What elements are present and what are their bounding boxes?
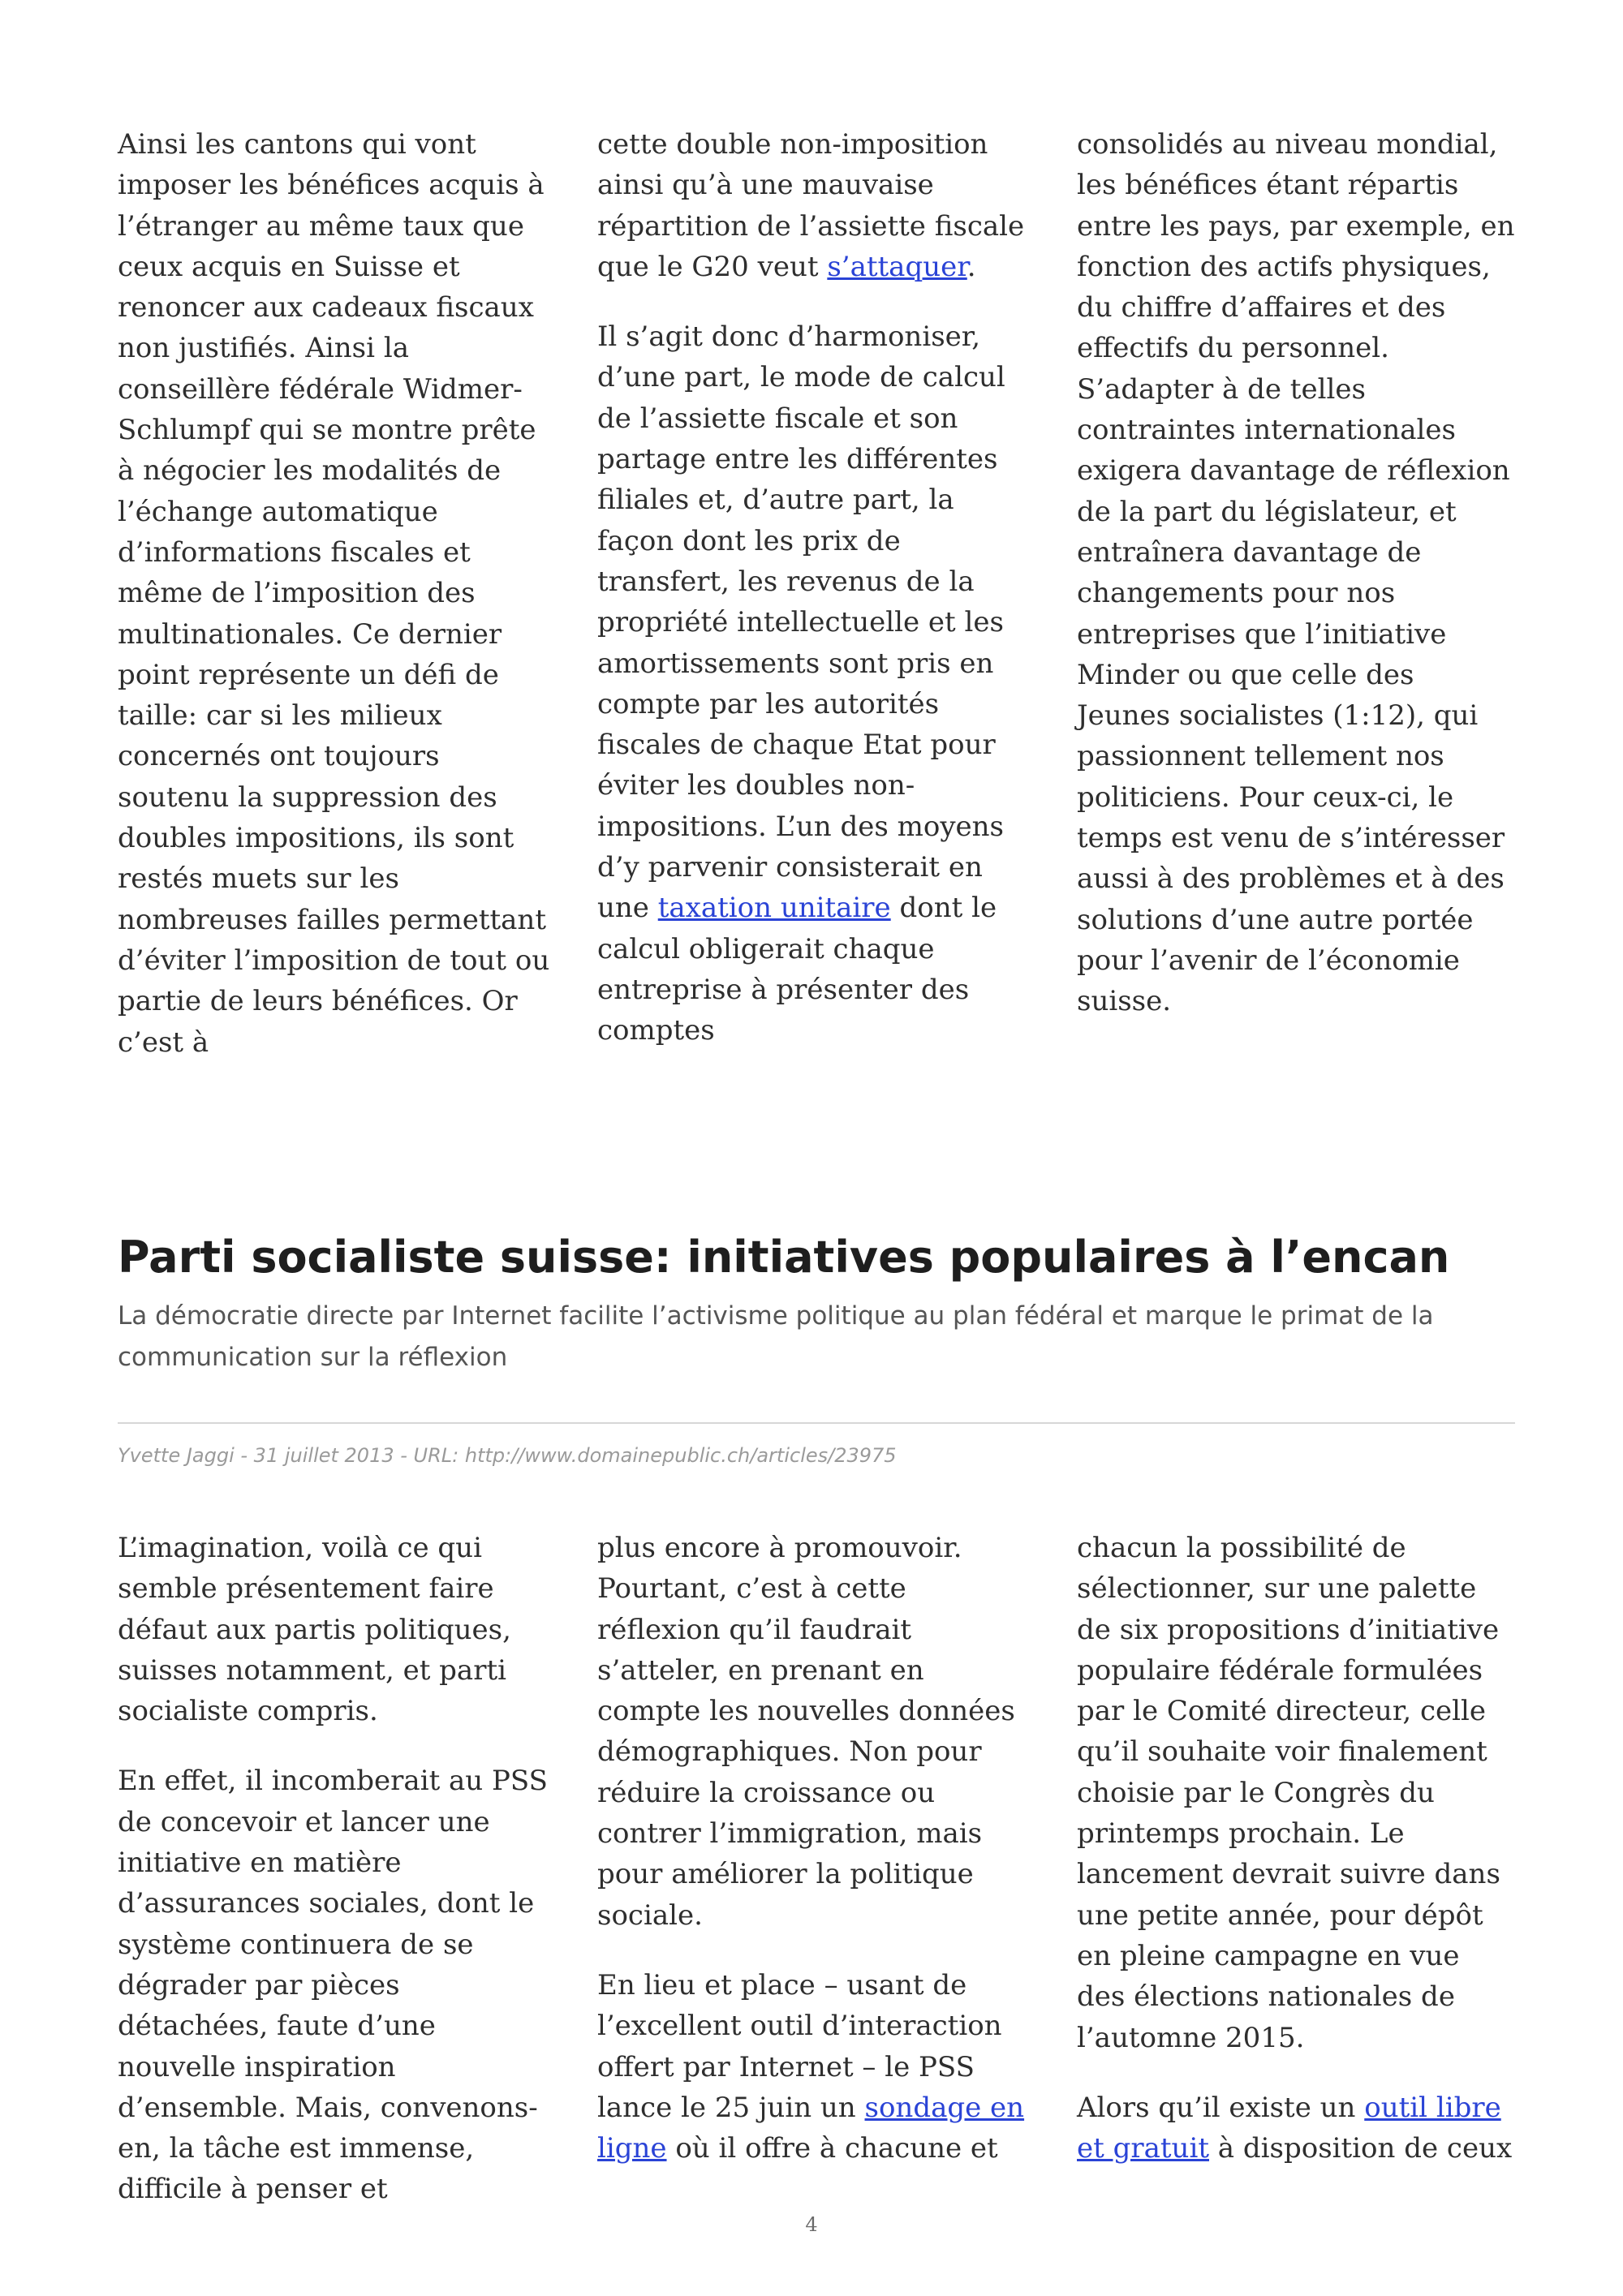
paragraph-text: Alors qu’il existe un xyxy=(1077,2091,1365,2124)
paragraph: chacun la possibilité de sélectionner, sur une palette de six propositions d’initiative populaire fédérale formulées par le Comité directeur, celle qu’il souhaite voir finalement choisie par le Congrès du printemps prochain. Le lancement devrait suivre dans une petite année, pour dépôt en pleine campagne en vue des élections nationales de l’automne 2015. xyxy=(1077,1532,1500,2054)
paragraph-text: cette double non-imposition ainsi qu’à une mauvaise répartition de l’assiette fiscale que le G20 veut xyxy=(597,128,1025,283)
link-sattaquer[interactable]: s’attaquer xyxy=(827,250,967,283)
top-article-columns xyxy=(118,124,1515,1063)
paragraph: L’imagination, voilà ce qui semble présentement faire défaut aux partis politiques, suisses notamment, et parti socialiste compris. xyxy=(118,1532,511,1728)
article-header xyxy=(118,1229,1515,1378)
paragraph-text: à disposition de ceux xyxy=(1208,2132,1513,2165)
paragraph-text: Il s’agit donc d’harmoniser, d’une part, le mode de calcul de l’assiette fiscale et son partage entre les différentes filiales et, d’autre part, la façon dont les prix de transfert, les revenus de la propriété intellectuelle et les amortissements sont pris en compte par les autorités fiscales de chaque Etat pour éviter les doubles non-impositions. L’un des moyens d’y parvenir consisterait en une xyxy=(597,320,1005,925)
top-column-2 xyxy=(597,124,1035,1063)
page-number: 4 xyxy=(805,2213,818,2236)
top-column-1 xyxy=(118,124,556,1063)
paragraph-text: . xyxy=(966,250,976,283)
article-column-1 xyxy=(118,1528,556,2210)
paragraph-text: où il offre à chacune et xyxy=(666,2132,998,2165)
paragraph xyxy=(597,124,1035,287)
header-divider xyxy=(118,1422,1515,1424)
paragraph xyxy=(597,316,1035,1051)
article-column-3 xyxy=(1077,1528,1515,2210)
link-sondage-en-ligne[interactable]: sondage en ligne xyxy=(597,2091,1025,2165)
link-outil-libre-et-gratuit[interactable]: outil libre et gratuit xyxy=(1077,2091,1501,2165)
article-title: Parti socialiste suisse: initiatives populaires à l’encan xyxy=(118,1232,1450,1283)
paragraph: Ainsi les cantons qui vont imposer les bénéfices acquis à l’étranger au même taux que ceux acquis en Suisse et renoncer aux cadeaux fiscaux non justifiés. Ainsi la conseillère fédérale Widmer-Schlumpf qui se montre prête à négocier les modalités de l’échange automatique d’informations fiscales et même de l’imposition des multinationales. Ce dernier point représente un défi de taille: car si les milieux concernés ont toujours soutenu la suppression des doubles impositions, ils sont restés muets sur les nombreuses failles permettant d’éviter l’imposition de tout ou partie de leurs bénéfices. Or c’est à xyxy=(118,128,550,1059)
paragraph-text: dont le calcul obligerait chaque entreprise à présenter des comptes xyxy=(597,892,997,1047)
article-subtitle: La démocratie directe par Internet facilite l’activisme politique au plan fédéral et marque le primat de la communication sur la réflexion xyxy=(118,1301,1434,1372)
paragraph: plus encore à promouvoir. Pourtant, c’est à cette réflexion qu’il faudrait s’atteler, en prenant en compte les nouvelles données démographiques. Non pour réduire la croissance ou contrer l’immigration, mais pour améliorer la politique sociale. xyxy=(597,1532,1015,1932)
paragraph xyxy=(1077,2087,1515,2169)
article-columns xyxy=(118,1528,1515,2210)
link-taxation-unitaire[interactable]: taxation unitaire xyxy=(657,892,891,925)
article-byline: Yvette Jaggi - 31 juillet 2013 - URL: http://www.domainepublic.ch/articles/23975 xyxy=(118,1444,897,1467)
paragraph-text: En lieu et place – usant de l’excellent outil d’interaction offert par Internet – le PSS lance le 25 juin un xyxy=(597,1968,1002,2124)
paragraph: En effet, il incomberait au PSS de concevoir et lancer une initiative en matière d’assurances sociales, dont le système continuera de se dégrader par pièces détachées, faute d’une nouvelle inspiration d’ensemble. Mais, convenons-en, la tâche est immense, difficile à penser et xyxy=(118,1765,548,2206)
paragraph: consolidés au niveau mondial, les bénéfices étant répartis entre les pays, par exemple, en fonction des actifs physiques, du chiffre d’affaires et des effectifs du personnel. S’adapter à de telles contraintes internationales exigera davantage de réflexion de la part du législateur, et entraînera davantage de changements pour nos entreprises que l’initiative Minder ou que celle des Jeunes socialistes (1:12), qui passionnent tellement nos politiciens. Pour ceux-ci, le temps est venu de s’intéresser aussi à des problèmes et à des solutions d’une autre portée pour l’avenir de l’économie suisse. xyxy=(1077,128,1515,1018)
top-column-3 xyxy=(1077,124,1515,1063)
article-column-2 xyxy=(597,1528,1035,2210)
paragraph xyxy=(597,1965,1035,2169)
